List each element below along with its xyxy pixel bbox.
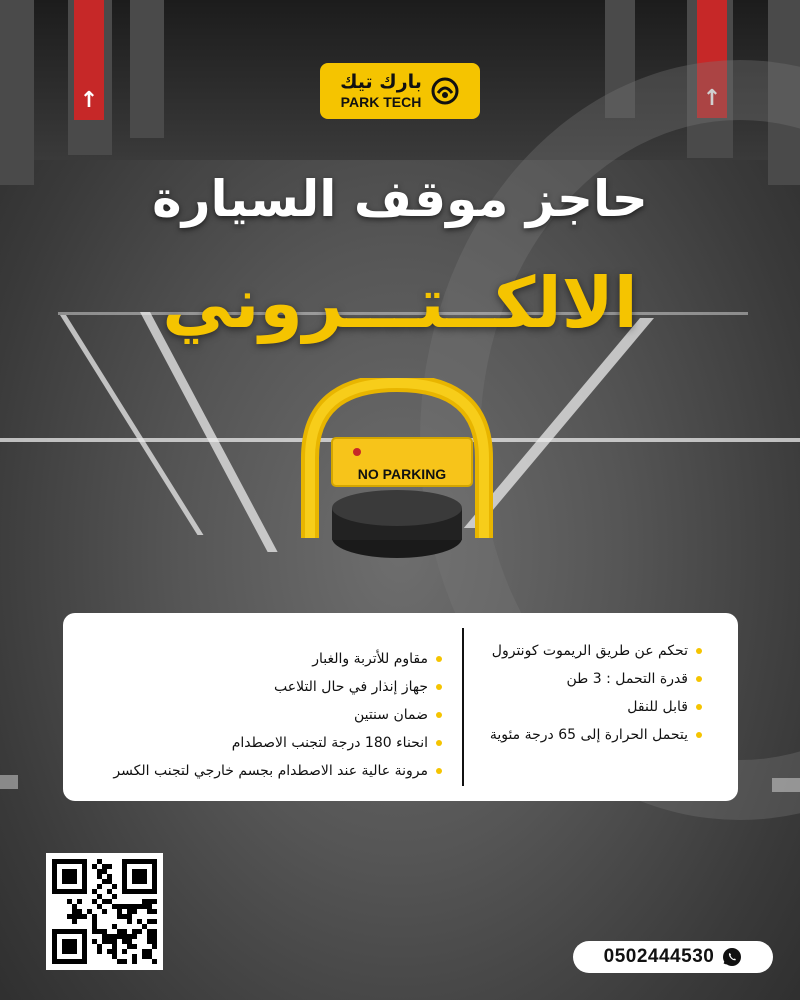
qr-module <box>122 914 127 919</box>
qr-module <box>77 914 82 919</box>
qr-module <box>102 939 107 944</box>
whatsapp-icon <box>722 947 742 967</box>
qr-module <box>77 909 82 914</box>
qr-module <box>77 899 82 904</box>
qr-module <box>127 909 132 914</box>
features-left-column <box>113 645 442 785</box>
qr-module <box>107 864 112 869</box>
qr-module <box>137 904 142 909</box>
qr-module <box>152 944 157 949</box>
qr-module <box>107 939 112 944</box>
phone-number[interactable]: 0502444530 <box>603 946 715 967</box>
pillar <box>0 0 34 185</box>
qr-module <box>117 904 122 909</box>
bullet-icon <box>696 648 702 654</box>
bullet-icon <box>436 656 442 662</box>
qr-code[interactable] <box>46 853 163 970</box>
qr-module <box>127 944 132 949</box>
qr-module <box>137 919 142 924</box>
qr-module <box>107 889 112 894</box>
brand-name-arabic: بارك تيك <box>340 71 422 93</box>
qr-module <box>117 929 122 934</box>
qr-module <box>127 919 132 924</box>
qr-module <box>147 949 152 954</box>
qr-module <box>152 934 157 939</box>
no-parking-sign: NO PARKING <box>357 466 447 482</box>
qr-module <box>102 934 107 939</box>
qr-module <box>62 869 77 884</box>
qr-module <box>112 934 117 939</box>
qr-module <box>112 904 117 909</box>
feature-item: قدرة التحمل : 3 طن <box>490 665 702 693</box>
qr-module <box>142 899 147 904</box>
qr-module <box>117 914 122 919</box>
qr-module <box>112 949 117 954</box>
qr-module <box>127 904 132 909</box>
parking-barrier-illustration <box>292 378 502 568</box>
qr-module <box>147 929 152 934</box>
feature-item: جهاز إنذار في حال التلاعب <box>113 673 442 701</box>
qr-module <box>97 929 102 934</box>
brand-name <box>340 73 422 109</box>
qr-module <box>142 924 147 929</box>
qr-module <box>92 919 97 924</box>
qr-module <box>147 919 152 924</box>
qr-module <box>92 889 97 894</box>
qr-module <box>147 904 152 909</box>
qr-module <box>102 879 107 884</box>
bullet-icon <box>696 676 702 682</box>
qr-module <box>137 929 142 934</box>
floor-line <box>0 775 18 789</box>
qr-module <box>97 944 102 949</box>
qr-module <box>112 954 117 959</box>
up-arrow-icon: ↑ <box>702 86 722 111</box>
qr-module <box>132 959 137 964</box>
qr-module <box>112 939 117 944</box>
qr-module <box>102 929 107 934</box>
qr-module <box>102 869 107 874</box>
qr-module <box>97 859 102 864</box>
qr-module <box>67 914 72 919</box>
qr-module <box>92 929 97 934</box>
qr-module <box>122 959 127 964</box>
feature-item: يتحمل الحرارة إلى 65 درجة مئوية <box>490 721 702 749</box>
floor-line <box>140 312 278 552</box>
qr-module <box>72 909 77 914</box>
qr-module <box>97 874 102 879</box>
qr-module <box>132 929 137 934</box>
qr-module <box>147 909 152 914</box>
qr-module <box>152 939 157 944</box>
qr-module <box>102 864 107 869</box>
qr-module <box>122 929 127 934</box>
brand-logo <box>320 63 480 119</box>
qr-module <box>97 869 102 874</box>
qr-module <box>132 869 147 884</box>
pillar <box>130 0 164 138</box>
qr-module <box>152 919 157 924</box>
car-logo-icon <box>430 76 460 106</box>
qr-module <box>112 884 117 889</box>
up-arrow-icon: ↑ <box>79 88 99 113</box>
headline-line-2: الالكــتـــروني <box>162 262 638 344</box>
qr-module <box>67 899 72 904</box>
qr-module <box>92 914 97 919</box>
qr-module <box>147 899 152 904</box>
qr-module <box>112 924 117 929</box>
qr-module <box>117 959 122 964</box>
bullet-icon <box>436 684 442 690</box>
qr-module <box>122 949 127 954</box>
qr-module <box>147 954 152 959</box>
qr-module <box>127 934 132 939</box>
bullet-icon <box>696 704 702 710</box>
qr-module <box>152 929 157 934</box>
qr-module <box>107 934 112 939</box>
qr-module <box>132 909 137 914</box>
qr-code-pattern <box>52 859 157 964</box>
feature-item: مقاوم للأتربة والغبار <box>113 645 442 673</box>
qr-module <box>107 899 112 904</box>
qr-module <box>132 954 137 959</box>
feature-item: ضمان سنتين <box>113 701 442 729</box>
floor-line <box>60 315 203 535</box>
qr-module <box>152 909 157 914</box>
qr-module <box>142 904 147 909</box>
qr-module <box>152 959 157 964</box>
qr-module <box>122 939 127 944</box>
feature-item: انحناء 180 درجة لتجنب الاصطدام <box>113 729 442 757</box>
qr-module <box>72 914 77 919</box>
features-right-column <box>490 637 702 749</box>
bullet-icon <box>436 740 442 746</box>
qr-module <box>127 914 132 919</box>
qr-module <box>102 899 107 904</box>
qr-module <box>97 884 102 889</box>
qr-module <box>92 939 97 944</box>
qr-module <box>142 949 147 954</box>
qr-module <box>72 904 77 909</box>
qr-module <box>112 944 117 949</box>
qr-module <box>132 934 137 939</box>
qr-module <box>122 934 127 939</box>
qr-module <box>87 909 92 914</box>
qr-module <box>132 944 137 949</box>
bullet-icon <box>696 732 702 738</box>
headline-line-1: حاجز موقف السيارة <box>152 170 648 228</box>
qr-module <box>72 919 77 924</box>
qr-module <box>107 879 112 884</box>
qr-module <box>112 894 117 899</box>
qr-module <box>127 939 132 944</box>
qr-module <box>82 914 87 919</box>
qr-module <box>147 934 152 939</box>
qr-module <box>107 949 112 954</box>
bullet-icon <box>436 712 442 718</box>
qr-module <box>142 954 147 959</box>
qr-module <box>92 899 97 904</box>
feature-item: تحكم عن طريق الريموت كونترول <box>490 637 702 665</box>
qr-module <box>62 939 77 954</box>
features-divider <box>462 628 464 786</box>
feature-item: قابل للنقل <box>490 693 702 721</box>
qr-module <box>97 949 102 954</box>
qr-module <box>117 909 122 914</box>
qr-module <box>152 899 157 904</box>
qr-module <box>147 939 152 944</box>
feature-item: مرونة عالية عند الاصطدام بجسم خارجي لتجنب الكسر <box>113 757 442 785</box>
floor-line <box>772 778 800 792</box>
bullet-icon <box>436 768 442 774</box>
qr-module <box>97 904 102 909</box>
qr-module <box>122 904 127 909</box>
contact-phone-pill[interactable] <box>573 941 773 973</box>
qr-module <box>92 924 97 929</box>
qr-module <box>97 894 102 899</box>
brand-name-english: PARK TECH <box>340 94 422 110</box>
qr-module <box>92 864 97 869</box>
qr-module <box>107 874 112 879</box>
qr-module <box>132 904 137 909</box>
qr-module <box>102 909 107 914</box>
qr-module <box>117 934 122 939</box>
